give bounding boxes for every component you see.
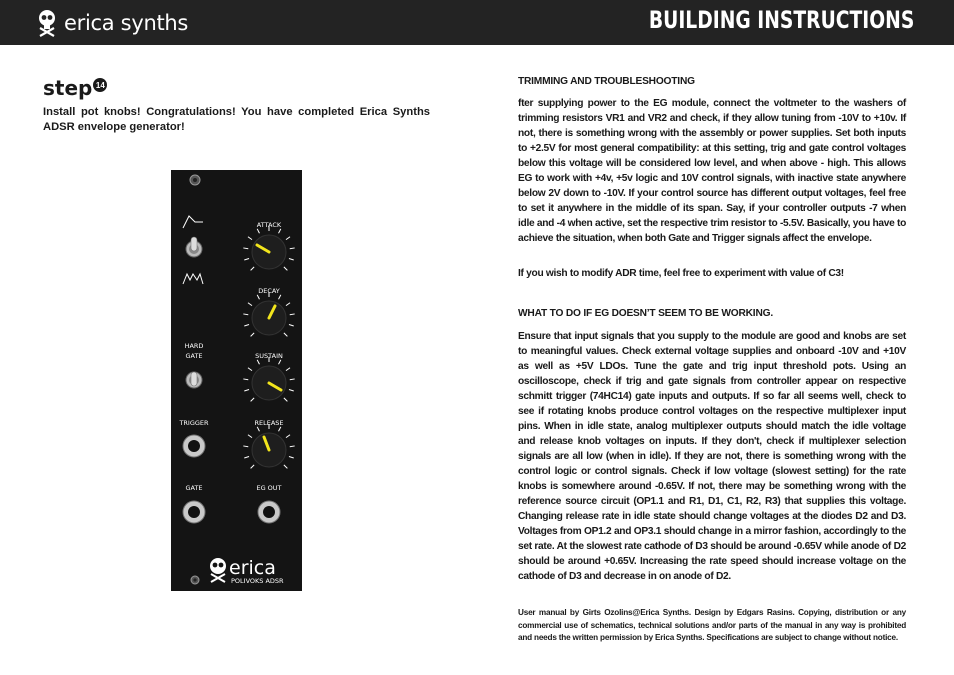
- step-word: step: [43, 76, 93, 100]
- decay-label: DECAY: [258, 287, 280, 295]
- release-label: RELEASE: [254, 419, 284, 427]
- screw-icon: [191, 576, 199, 584]
- knob-tick: [243, 314, 248, 315]
- knob-tick: [289, 456, 294, 458]
- trimming-heading: TRIMMING AND TROUBLESHOOTING: [518, 76, 695, 87]
- knob-tick: [243, 446, 248, 447]
- knob-tick: [284, 465, 288, 469]
- mode-toggle-switch: [186, 237, 202, 257]
- step-instructions: Install pot knobs! Congratulations! You have completed Erica Synths ADSR envelope generator!: [43, 106, 430, 133]
- panel-model: POLIVOKS ADSR: [231, 577, 284, 585]
- erica-logo: [36, 8, 188, 38]
- document-title: BUILDING INSTRUCTIONS: [648, 6, 914, 34]
- knob-tick: [290, 314, 295, 315]
- knob-tick: [290, 248, 295, 249]
- knob-tick: [243, 379, 248, 380]
- knob-tick: [257, 427, 259, 431]
- knob-tick: [284, 267, 288, 271]
- gate-jack: [183, 501, 205, 523]
- sustain-knob: [243, 352, 294, 401]
- step-heading: [43, 76, 107, 100]
- knob-tick: [248, 368, 252, 371]
- knob-tick: [243, 248, 248, 249]
- knob-tick: [286, 237, 290, 240]
- knob-tick: [279, 360, 281, 364]
- module-front-panel: [171, 170, 302, 591]
- knob-tick: [251, 465, 255, 469]
- knob-tick: [290, 379, 295, 380]
- retrigger-shape-icon: [183, 274, 203, 284]
- attack-shape-icon: [183, 216, 203, 228]
- knob-tick: [284, 398, 288, 402]
- eg-out-label: EG OUT: [256, 484, 282, 492]
- panel-skull-icon: [210, 558, 226, 582]
- adr-note: If you wish to modify ADR time, feel free to experiment with value of C3!: [518, 268, 844, 279]
- panel-brand: erica: [229, 557, 276, 579]
- knob-tick: [289, 389, 294, 391]
- knob-tick: [286, 303, 290, 306]
- knob-tick: [251, 333, 255, 337]
- knob-tick: [286, 368, 290, 371]
- troubleshooting-heading: WHAT TO DO IF EG DOESN’T SEEM TO BE WORKING.: [518, 308, 773, 319]
- eg-out-jack: [258, 501, 280, 523]
- knob-tick: [279, 295, 281, 299]
- knob-tick: [279, 427, 281, 431]
- hard-gate-label-2: GATE: [185, 352, 203, 360]
- trigger-jack: [183, 435, 205, 457]
- knob-tick: [251, 398, 255, 402]
- copyright-footer: User manual by Girts Ozolins@Erica Synths. Design by Edgars Rasins. Copying, distribution or any commercial use of schematics, technical solutions and/or parts of the manual in any way is prohibited and needs the written permission by Erica Synths. Specifications are subject to change without notice.: [518, 608, 906, 642]
- knob-tick: [244, 324, 249, 326]
- knob-tick: [251, 267, 255, 271]
- hard-gate-label: HARD: [184, 342, 204, 350]
- sustain-label: SUSTAIN: [255, 352, 283, 360]
- brand-name: erica synths: [64, 11, 189, 35]
- panel-illustration: [171, 170, 302, 591]
- attack-label: ATTACK: [256, 221, 282, 229]
- knob-tick: [257, 295, 259, 299]
- screw-icon: [190, 175, 200, 185]
- gate-label: GATE: [185, 484, 203, 492]
- knob-tick: [284, 333, 288, 337]
- step-number-badge: 14: [93, 78, 107, 92]
- release-knob: [243, 419, 294, 468]
- header-bar: [0, 0, 954, 45]
- hard-gate-toggle-switch: [186, 372, 202, 388]
- knob-tick: [244, 456, 249, 458]
- knob-tick: [244, 389, 249, 391]
- knob-tick: [286, 435, 290, 438]
- knob-tick: [244, 258, 249, 260]
- trigger-label: TRIGGER: [179, 419, 209, 427]
- decay-knob: [243, 287, 294, 336]
- knob-group: [243, 221, 294, 468]
- knob-tick: [248, 237, 252, 240]
- knob-tick: [248, 303, 252, 306]
- knob-tick: [289, 258, 294, 260]
- troubleshooting-paragraph: Ensure that input signals that you supply to the module are good and knobs are set to meaningful values. Check external voltage supplies and onboard -10V and +10V as well as +5V LDOs. Tune the gate and trig input threshold pots. Using an oscilloscope, check if trig and gate signals from controller appear on respective schmitt trigger (74HC14) gate inputs and outputs. If so far all seems well, check to see if rotating knobs produce control voltages on the respective multiplexer input pins. When in idle state, analog multiplexer outputs should match the idle voltage and release knob voltages on inputs. If they don't, check if multiplexer selection signals are all low (when in idle). If they are not, there is something wrong with the control logic or control signals. Check if low voltage (slowest setting) for the rate knobs is somewhere around -0.65V. If not, there may be something wrong with the reference source circuit (OP1.1 and R1, D1, C1, R2, R3) that supplies this voltage. Changing release rate in idle state should change voltages at the diodes D2 and D3. Voltages from OP1.2 and OP3.1 should change in a mirror fashion, accordingly to the set rate. At the slowest rate cathode of D3 should be around -0.65V while anode of D2 should be around +0.65V. Increasing the rate speed should increase voltage on the cathode of D3 and decrease in on anode of D2.: [518, 331, 906, 582]
- knob-tick: [257, 360, 259, 364]
- skull-icon: [36, 9, 58, 37]
- knob-tick: [290, 446, 295, 447]
- trimming-paragraph: fter supplying power to the EG module, connect the voltmeter to the washers of trimming resistors VR1 and VR2 and check, if they allow tuning from -10V to +10v. If not, there is something wrong with the assembly or power supplies. Set both inputs to +2.5V for most general compatibility: at this setting, trig and gate control voltages below this voltage will be considered low level, and when above - high. This allows EG to work with +4v, +5v logic and 10V control signals, with inactive state anywhere below 2V down to -10V. If your control source has different output voltages, feel free to set it anywhere in the middle of its span. Say, if your controller outputs -7 when idle and -4 when active, set the respective trim resistor to -5.5V. Basically, you have to achieve the situation, when both Gate and Trigger signals affect the envelope.: [518, 98, 907, 244]
- attack-knob: [243, 221, 294, 270]
- knob-tick: [289, 324, 294, 326]
- knob-tick: [279, 229, 281, 233]
- knob-tick: [248, 435, 252, 438]
- knob-tick: [257, 229, 259, 233]
